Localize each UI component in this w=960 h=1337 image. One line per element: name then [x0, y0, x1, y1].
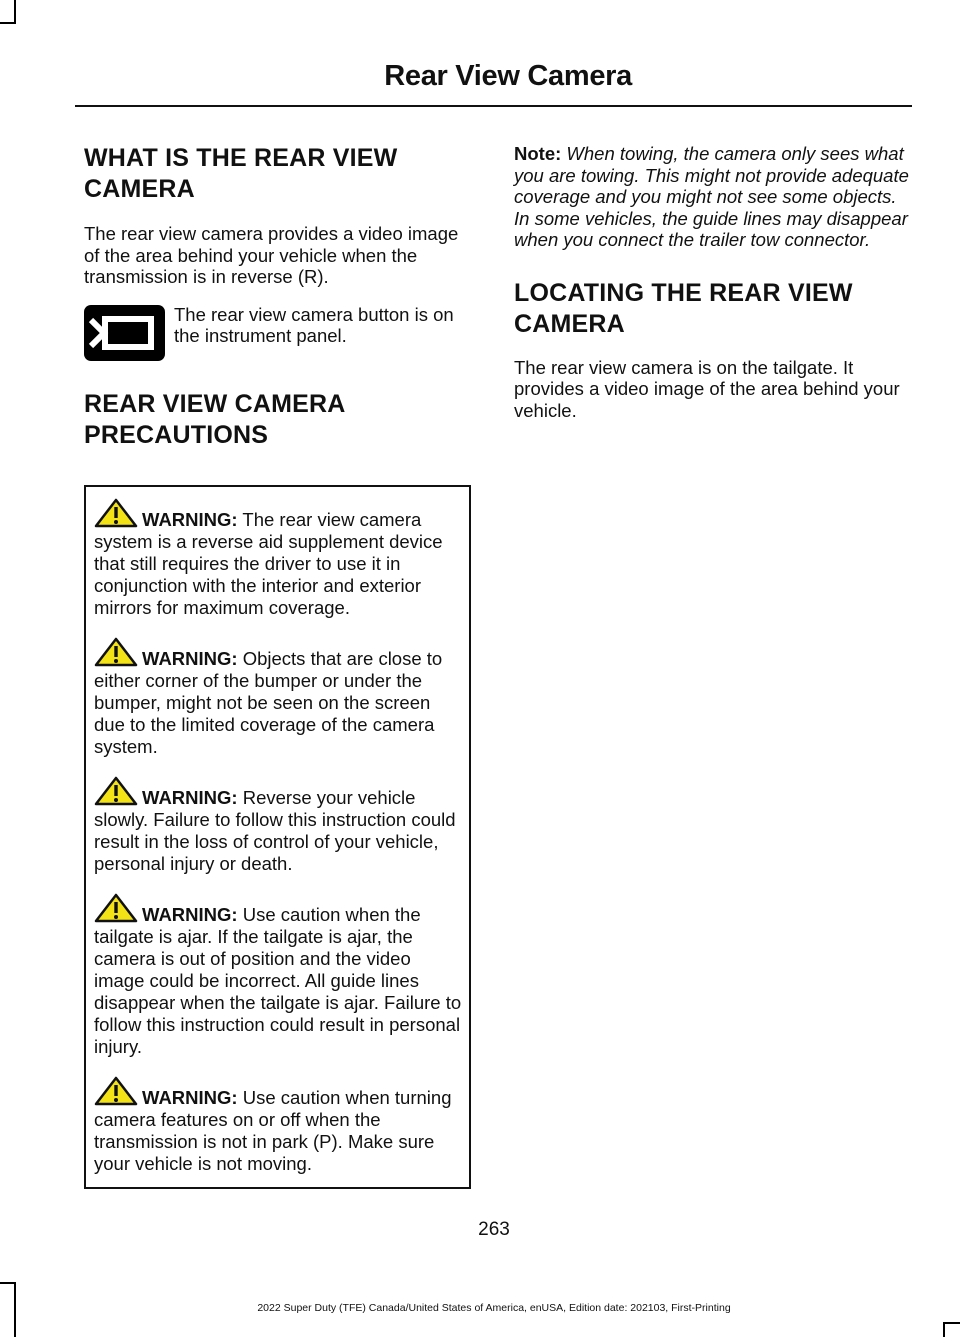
- warning-label: WARNING:: [142, 647, 238, 669]
- left-column: [84, 143, 474, 1189]
- locating-paragraph: The rear view camera is on the tailgate. It provides a video image of the area behind your vehicle.: [514, 356, 900, 421]
- crop-mark: [0, 22, 16, 24]
- crop-mark: [14, 0, 16, 22]
- warning-box: [84, 485, 471, 1189]
- warning-triangle-icon: [94, 776, 138, 806]
- footer-edition-info: 2022 Super Duty (TFE) Canada/United States of America, enUSA, Edition date: 202103, First-Printing: [257, 1302, 731, 1314]
- heading-locating-camera: LOCATING THE REAR VIEW CAMERA: [514, 278, 853, 338]
- warning-item: [94, 498, 462, 619]
- note-paragraph: [514, 143, 909, 251]
- page-number: 263: [478, 1219, 510, 1240]
- intro-paragraph: The rear view camera provides a video image of the area behind your vehicle when the transmission is in reverse (R).: [84, 223, 459, 287]
- warning-triangle-icon: [94, 498, 138, 528]
- warning-triangle-icon: [94, 1076, 138, 1106]
- warning-label: WARNING:: [142, 508, 238, 530]
- crop-mark: [943, 1322, 960, 1324]
- warning-text: Objects that are close to either corner of the bumper or under the bumper, might not be seen on the screen due to the limited coverage of the camera system.: [94, 647, 443, 757]
- warning-text: Use caution when the tailgate is ajar. If the tailgate is ajar, the camera is out of position and the video image could be incorrect. All guide lines disappear when the tailgate is ajar. Failure to follow this instruction could result in personal injury.: [94, 903, 462, 1057]
- camera-button-icon: [84, 305, 165, 361]
- note-label: Note:: [514, 143, 562, 164]
- warning-item: [94, 1076, 462, 1175]
- warning-text: The rear view camera system is a reverse aid supplement device that still requires the driver to use it in conjunction with the interior and exterior mirrors for maximum coverage.: [94, 508, 443, 618]
- warning-label: WARNING:: [142, 903, 238, 925]
- warning-text: Use caution when turning camera features on or off when the transmission is not in park (P). Make sure your vehicle is not moving.: [94, 1086, 452, 1174]
- heading-what-is-camera: WHAT IS THE REAR VIEW CAMERA: [84, 144, 398, 203]
- crop-mark: [0, 1282, 16, 1284]
- warning-label: WARNING:: [142, 1086, 238, 1108]
- warning-text: Reverse your vehicle slowly. Failure to follow this instruction could result in the loss of control of your vehicle, personal injury or death.: [94, 786, 456, 874]
- warning-item: [94, 637, 462, 758]
- camera-button-row: [84, 305, 474, 363]
- crop-mark: [943, 1322, 945, 1337]
- warning-label: WARNING:: [142, 786, 238, 808]
- warning-item: [94, 776, 462, 875]
- warning-triangle-icon: [94, 637, 138, 667]
- header-divider: [75, 105, 912, 107]
- heading-precautions: REAR VIEW CAMERA PRECAUTIONS: [84, 389, 345, 449]
- note-text: When towing, the camera only sees what you are towing. This might not provide adequate coverage and you might not see some objects. In some vehicles, the guide lines may disappear when you connect the trailer tow connector.: [514, 143, 909, 250]
- right-column: [514, 143, 909, 421]
- warning-triangle-icon: [94, 893, 138, 923]
- page-title: Rear View Camera: [384, 60, 632, 92]
- camera-button-text: The rear view camera button is on the instrument panel.: [174, 303, 454, 346]
- warning-item: [94, 893, 462, 1058]
